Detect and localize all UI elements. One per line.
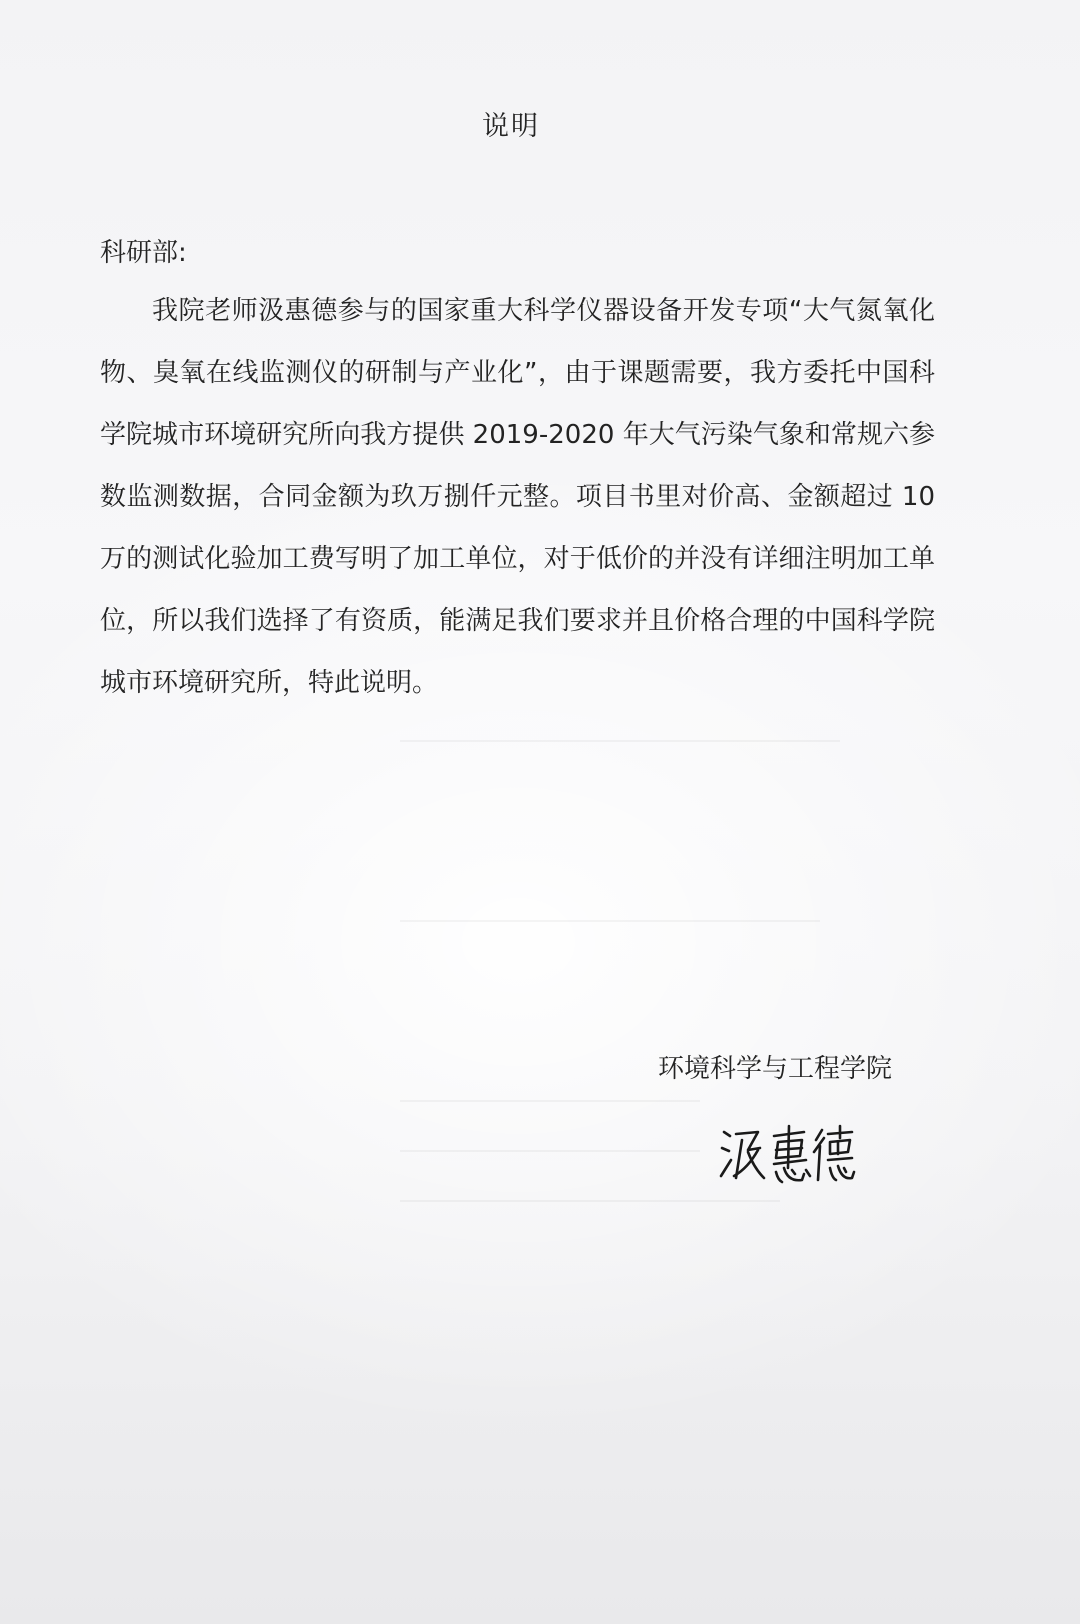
show-through-line — [400, 1150, 700, 1152]
handwritten-signature — [718, 1120, 858, 1192]
body-paragraph: 我院老师汲惠德参与的国家重大科学仪器设备开发专项“大气氮氧化物、臭氧在线监测仪的研制与产业化”，由于课题需要，我方委托中国科学院城市环境研究所向我方提供 2019-2020 年大气污染气象和常规六参数监测数据，合同金额为玖万捌仟元整。项目书里对价高、金额超过 10 万的测试化验加工费写明了加工单位，对于低价的并没有详细注明加工单位，所以我们选择了有资质，能满足我们要求并且价格合理的中国科学院城市环境研究所，特此说明。 — [100, 296, 935, 698]
organization-name: 环境科学与工程学院 — [658, 1054, 893, 1084]
page-title: 说明 — [482, 111, 540, 142]
show-through-line — [400, 920, 820, 922]
show-through-line — [400, 1100, 700, 1102]
show-through-line — [400, 740, 840, 742]
salutation: 科研部: — [100, 238, 187, 268]
show-through-line — [400, 1200, 780, 1202]
